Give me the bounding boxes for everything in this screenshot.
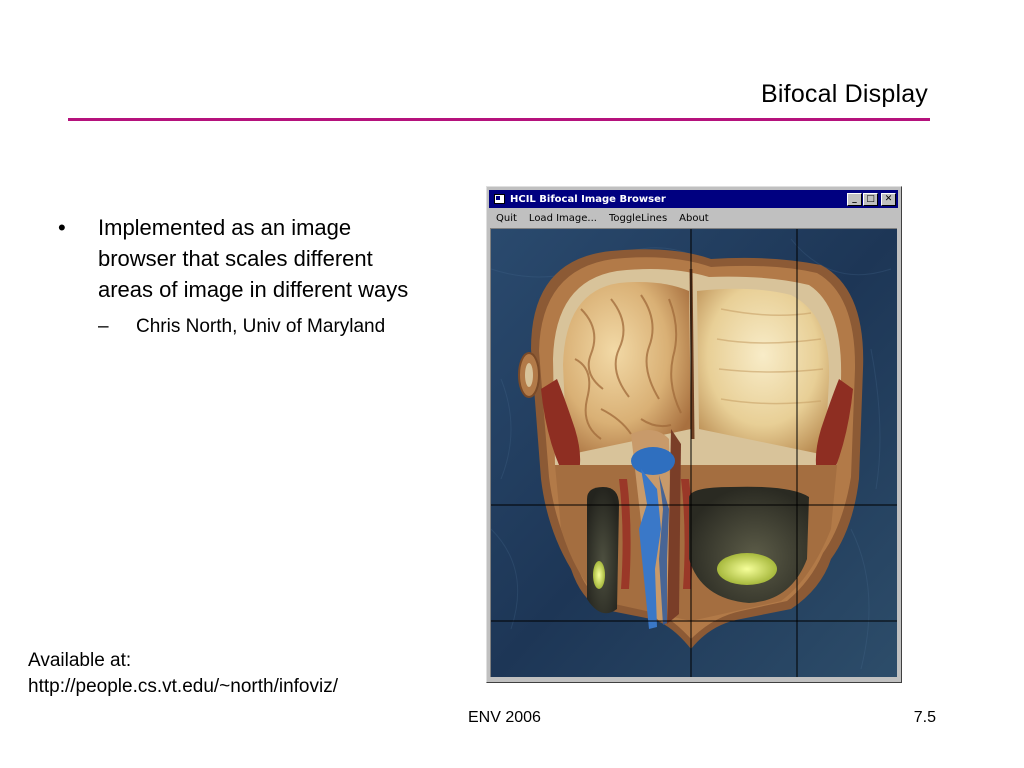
maximize-button[interactable]: □: [863, 193, 878, 206]
minimize-button[interactable]: _: [847, 193, 862, 206]
bullet-glyph: •: [58, 215, 66, 240]
bullet-item: [52, 212, 432, 305]
footer-left: ENV 2006: [468, 709, 541, 726]
slide-title: Bifocal Display: [761, 80, 928, 108]
sub-bullet-text: Chris North, Univ of Maryland: [136, 316, 386, 337]
menu-load-image[interactable]: Load Image...: [528, 213, 597, 224]
available-label: Available at:: [28, 650, 132, 671]
sub-bullet-item: [52, 313, 432, 340]
bifocal-image-viewport[interactable]: [490, 228, 897, 677]
title-rule: [68, 118, 930, 121]
close-button[interactable]: ✕: [881, 193, 896, 206]
window-controls: [846, 193, 896, 206]
available-url[interactable]: http://people.cs.vt.edu/~north/infoviz/: [28, 676, 338, 697]
bullet-text: Implemented as an image browser that scales different areas of image in different ways: [98, 215, 409, 302]
app-icon: [494, 194, 505, 204]
menu-quit[interactable]: Quit: [496, 213, 517, 224]
menu-about[interactable]: About: [679, 213, 709, 224]
bullet-list: [52, 212, 432, 340]
bifocal-browser-window: [486, 186, 902, 683]
page-number: 7.5: [913, 709, 936, 726]
window-titlebar[interactable]: [489, 190, 898, 208]
available-block: [28, 648, 338, 700]
menubar: [490, 210, 898, 227]
dash-glyph: –: [98, 316, 109, 337]
window-title: HCIL Bifocal Image Browser: [510, 193, 666, 205]
menu-toggle-lines[interactable]: ToggleLines: [608, 213, 668, 224]
head-cross-section-image: [491, 229, 897, 677]
